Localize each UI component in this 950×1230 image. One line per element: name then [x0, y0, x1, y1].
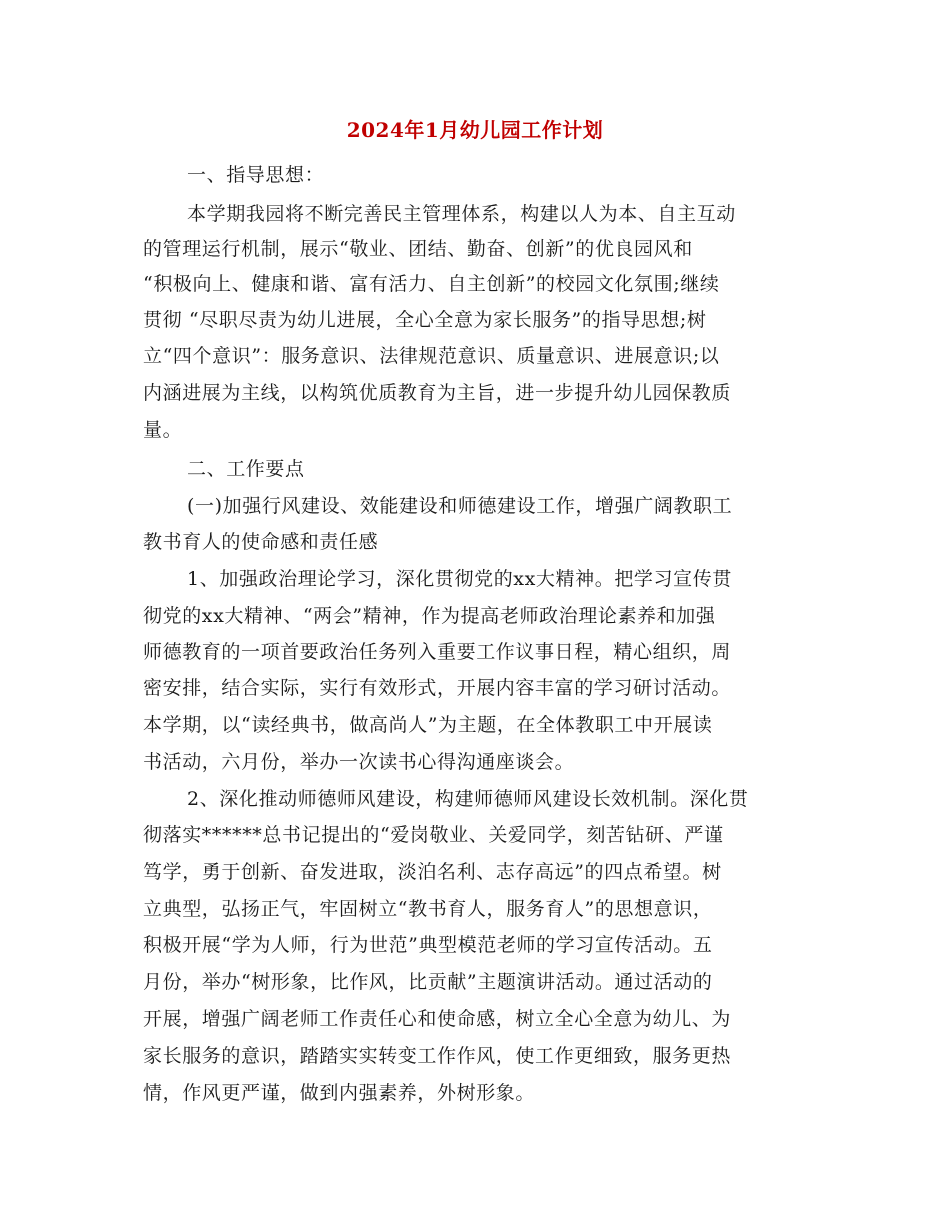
paragraph-line: 内涵进展为主线，以构筑优质教育为主旨，进一步提升幼儿园保教质 [143, 382, 732, 404]
paragraph-line: 本学期我园将不断完善民主管理体系，构建以人为本、自主互动 [187, 203, 736, 225]
section-heading-work-points: 二、工作要点 [187, 458, 305, 480]
paragraph-line: 书活动，六月份，举办一次读书心得沟通座谈会。 [143, 751, 575, 773]
paragraph-line: 1、加强政治理论学习，深化贯彻党的xx大精神。把学习宣传贯 [187, 568, 732, 590]
subsection-heading: (一)加强行风建设、效能建设和师德建设工作，增强广阔教职工 [187, 495, 733, 517]
paragraph-line: 开展，增强广阔老师工作责任心和使命感，树立全心全意为幼儿、为 [143, 1008, 732, 1030]
paragraph-line: 彻落实******总书记提出的“爱岗敬业、关爱同学，刻苦钻研、严谨 [143, 824, 724, 846]
paragraph-line: 积极开展“学为人师，行为世范”典型模范老师的学习宣传活动。五 [143, 934, 713, 956]
section-heading-guiding-ideology: 一、指导思想： [187, 164, 325, 186]
paragraph-line: 月份，举办“树形象，比作风，比贡献”主题演讲活动。通过活动的 [143, 971, 713, 993]
paragraph-line: 师德教育的一项首要政治任务列入重要工作议事日程，精心组织，周 [143, 641, 732, 663]
document-title: 2024年1月幼儿园工作计划 [346, 118, 604, 142]
paragraph-line: 彻党的xx大精神、“两会”精神，作为提高老师政治理论素养和加强 [143, 605, 716, 627]
paragraph-line: 的管理运行机制，展示“敬业、团结、勤奋、创新”的优良园风和 [143, 238, 693, 260]
paragraph-line: 情，作风更严谨，做到内强素养，外树形象。 [143, 1082, 536, 1104]
paragraph-line: 立典型，弘扬正气，牢固树立“教书育人，服务育人”的思想意识， [143, 898, 713, 920]
paragraph-line: 本学期，以“读经典书，做高尚人”为主题，在全体教职工中开展读 [143, 714, 713, 736]
paragraph-line: 量。 [143, 419, 183, 441]
subsection-heading: 教书育人的使命感和责任感 [143, 531, 379, 553]
paragraph-line: 立“四个意识”：服务意识、法律规范意识、质量意识、进展意识;以 [143, 345, 720, 367]
paragraph-line: 2、深化推动师德师风建设，构建师德师风建设长效机制。深化贯 [187, 788, 749, 810]
paragraph-line: 密安排，结合实际，实行有效形式，开展内容丰富的学习研讨活动。 [143, 677, 732, 699]
paragraph-line: “积极向上、健康和谐、富有活力、自主创新”的校园文化氛围;继续 [143, 273, 720, 295]
paragraph-line: 家长服务的意识，踏踏实实转变工作作风，使工作更细致，服务更热 [143, 1045, 732, 1067]
paragraph-line: 贯彻 “尽职尽责为幼儿进展，全心全意为家长服务”的指导思想;树 [143, 309, 707, 331]
paragraph-line: 笃学，勇于创新、奋发进取，淡泊名利、志存高远”的四点希望。树 [143, 861, 722, 883]
